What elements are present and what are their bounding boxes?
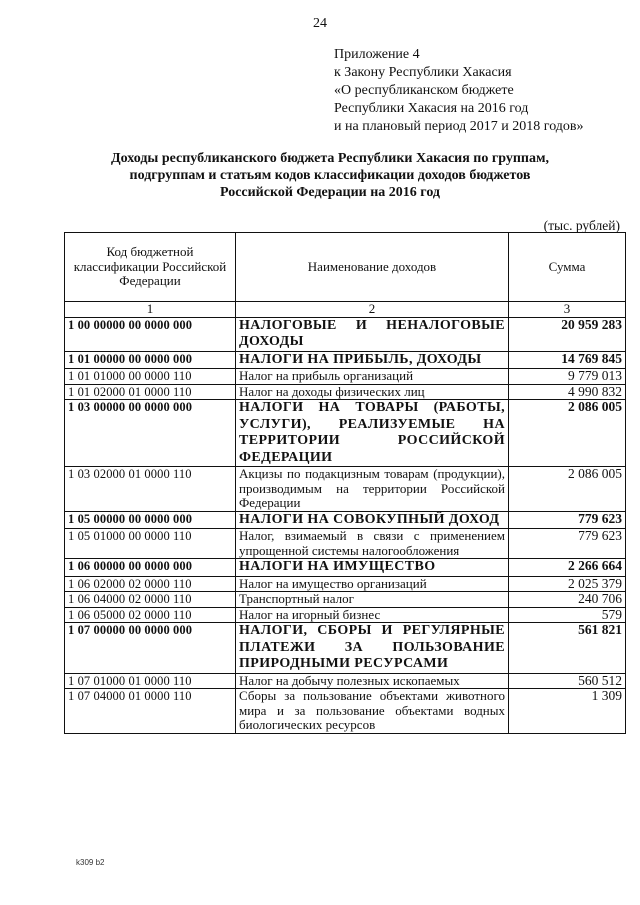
amount-cell: 20 959 283 [509, 317, 626, 351]
code-cell: 1 06 00000 00 0000 000 [65, 559, 236, 577]
units-note: (тыс. рублей) [543, 218, 620, 233]
code-cell: 1 01 02000 01 0000 110 [65, 384, 236, 400]
code-cell: 1 05 01000 00 0000 110 [65, 529, 236, 559]
table-row [65, 673, 626, 689]
header-sum: Сумма [509, 233, 626, 302]
title-line: Российской Федерации на 2016 год [219, 185, 440, 200]
table-row [65, 607, 626, 623]
code-cell: 1 00 00000 00 0000 000 [65, 317, 236, 351]
name-cell: Налог на прибыль организаций [236, 369, 509, 385]
code-cell: 1 06 05000 02 0000 110 [65, 607, 236, 623]
table-row [65, 529, 626, 559]
appendix-header [334, 46, 584, 136]
header-name: Наименование доходов [236, 233, 509, 302]
amount-cell: 2 266 664 [509, 559, 626, 577]
amount-cell: 579 [509, 607, 626, 623]
appendix-line: Республики Хакасия на 2016 год [334, 101, 529, 116]
code-cell: 1 01 01000 00 0000 110 [65, 369, 236, 385]
name-cell: Сборы за пользование объектами животного мира и за пользование объектами водных биологических ресурсов [236, 689, 509, 734]
table-row [65, 623, 626, 674]
title-line: Доходы республиканского бюджета Республики Хакасия по группам, [111, 151, 549, 166]
index-cell: 1 [65, 302, 236, 318]
name-cell: Налог на игорный бизнес [236, 607, 509, 623]
table-row [65, 351, 626, 369]
appendix-line: «О республиканском бюджете [334, 83, 514, 98]
document-title [60, 150, 600, 201]
footer-code: k309 b2 [76, 858, 105, 867]
name-cell: Акцизы по подакцизным товарам (продукции), производимым на территории Российской Федерации [236, 467, 509, 512]
page-number: 24 [313, 16, 327, 31]
table-header-row [65, 233, 626, 302]
index-cell: 2 [236, 302, 509, 318]
table-row [65, 384, 626, 400]
amount-cell: 240 706 [509, 592, 626, 608]
code-cell: 1 07 04000 01 0000 110 [65, 689, 236, 734]
code-cell: 1 03 02000 01 0000 110 [65, 467, 236, 512]
amount-cell: 14 769 845 [509, 351, 626, 369]
revenue-table [64, 232, 626, 734]
name-cell: НАЛОГИ НА СОВОКУПНЫЙ ДОХОД [236, 511, 509, 529]
table-row [65, 400, 626, 467]
table-row [65, 317, 626, 351]
table-row [65, 576, 626, 592]
amount-cell: 2 086 005 [509, 467, 626, 512]
appendix-line: и на плановый период 2017 и 2018 годов» [334, 119, 584, 134]
header-code: Код бюджетной классификации Российской Федерации [65, 233, 236, 302]
name-cell: Транспортный налог [236, 592, 509, 608]
amount-cell: 561 821 [509, 623, 626, 674]
name-cell: Налог на доходы физических лиц [236, 384, 509, 400]
appendix-line: Приложение 4 [334, 47, 420, 62]
table-index-row [65, 302, 626, 318]
appendix-line: к Закону Республики Хакасия [334, 65, 512, 80]
table-row [65, 592, 626, 608]
table-row [65, 559, 626, 577]
amount-cell: 779 623 [509, 511, 626, 529]
name-cell: НАЛОГИ НА ПРИБЫЛЬ, ДОХОДЫ [236, 351, 509, 369]
table-row [65, 467, 626, 512]
table-row [65, 511, 626, 529]
amount-cell: 779 623 [509, 529, 626, 559]
name-cell: НАЛОГИ НА ИМУЩЕСТВО [236, 559, 509, 577]
table-row [65, 369, 626, 385]
amount-cell: 2 086 005 [509, 400, 626, 467]
name-cell: НАЛОГИ НА ТОВАРЫ (РАБОТЫ, УСЛУГИ), РЕАЛИЗУЕМЫЕ НА ТЕРРИТОРИИ РОССИЙСКОЙ ФЕДЕРАЦИИ [236, 400, 509, 467]
code-cell: 1 03 00000 00 0000 000 [65, 400, 236, 467]
amount-cell: 1 309 [509, 689, 626, 734]
code-cell: 1 05 00000 00 0000 000 [65, 511, 236, 529]
code-cell: 1 06 04000 02 0000 110 [65, 592, 236, 608]
title-line: подгруппам и статьям кодов классификации доходов бюджетов [129, 168, 531, 183]
name-cell: Налог на имущество организаций [236, 576, 509, 592]
name-cell: НАЛОГИ, СБОРЫ И РЕГУЛЯРНЫЕ ПЛАТЕЖИ ЗА ПОЛЬЗОВАНИЕ ПРИРОДНЫМИ РЕСУРСАМИ [236, 623, 509, 674]
name-cell: Налог, взимаемый в связи с применением упрощенной системы налогообложения [236, 529, 509, 559]
table-row [65, 689, 626, 734]
code-cell: 1 07 00000 00 0000 000 [65, 623, 236, 674]
code-cell: 1 01 00000 00 0000 000 [65, 351, 236, 369]
amount-cell: 560 512 [509, 673, 626, 689]
amount-cell: 9 779 013 [509, 369, 626, 385]
amount-cell: 4 990 832 [509, 384, 626, 400]
name-cell: НАЛОГОВЫЕ И НЕНАЛОГОВЫЕ ДОХОДЫ [236, 317, 509, 351]
index-cell: 3 [509, 302, 626, 318]
code-cell: 1 06 02000 02 0000 110 [65, 576, 236, 592]
amount-cell: 2 025 379 [509, 576, 626, 592]
name-cell: Налог на добычу полезных ископаемых [236, 673, 509, 689]
code-cell: 1 07 01000 01 0000 110 [65, 673, 236, 689]
